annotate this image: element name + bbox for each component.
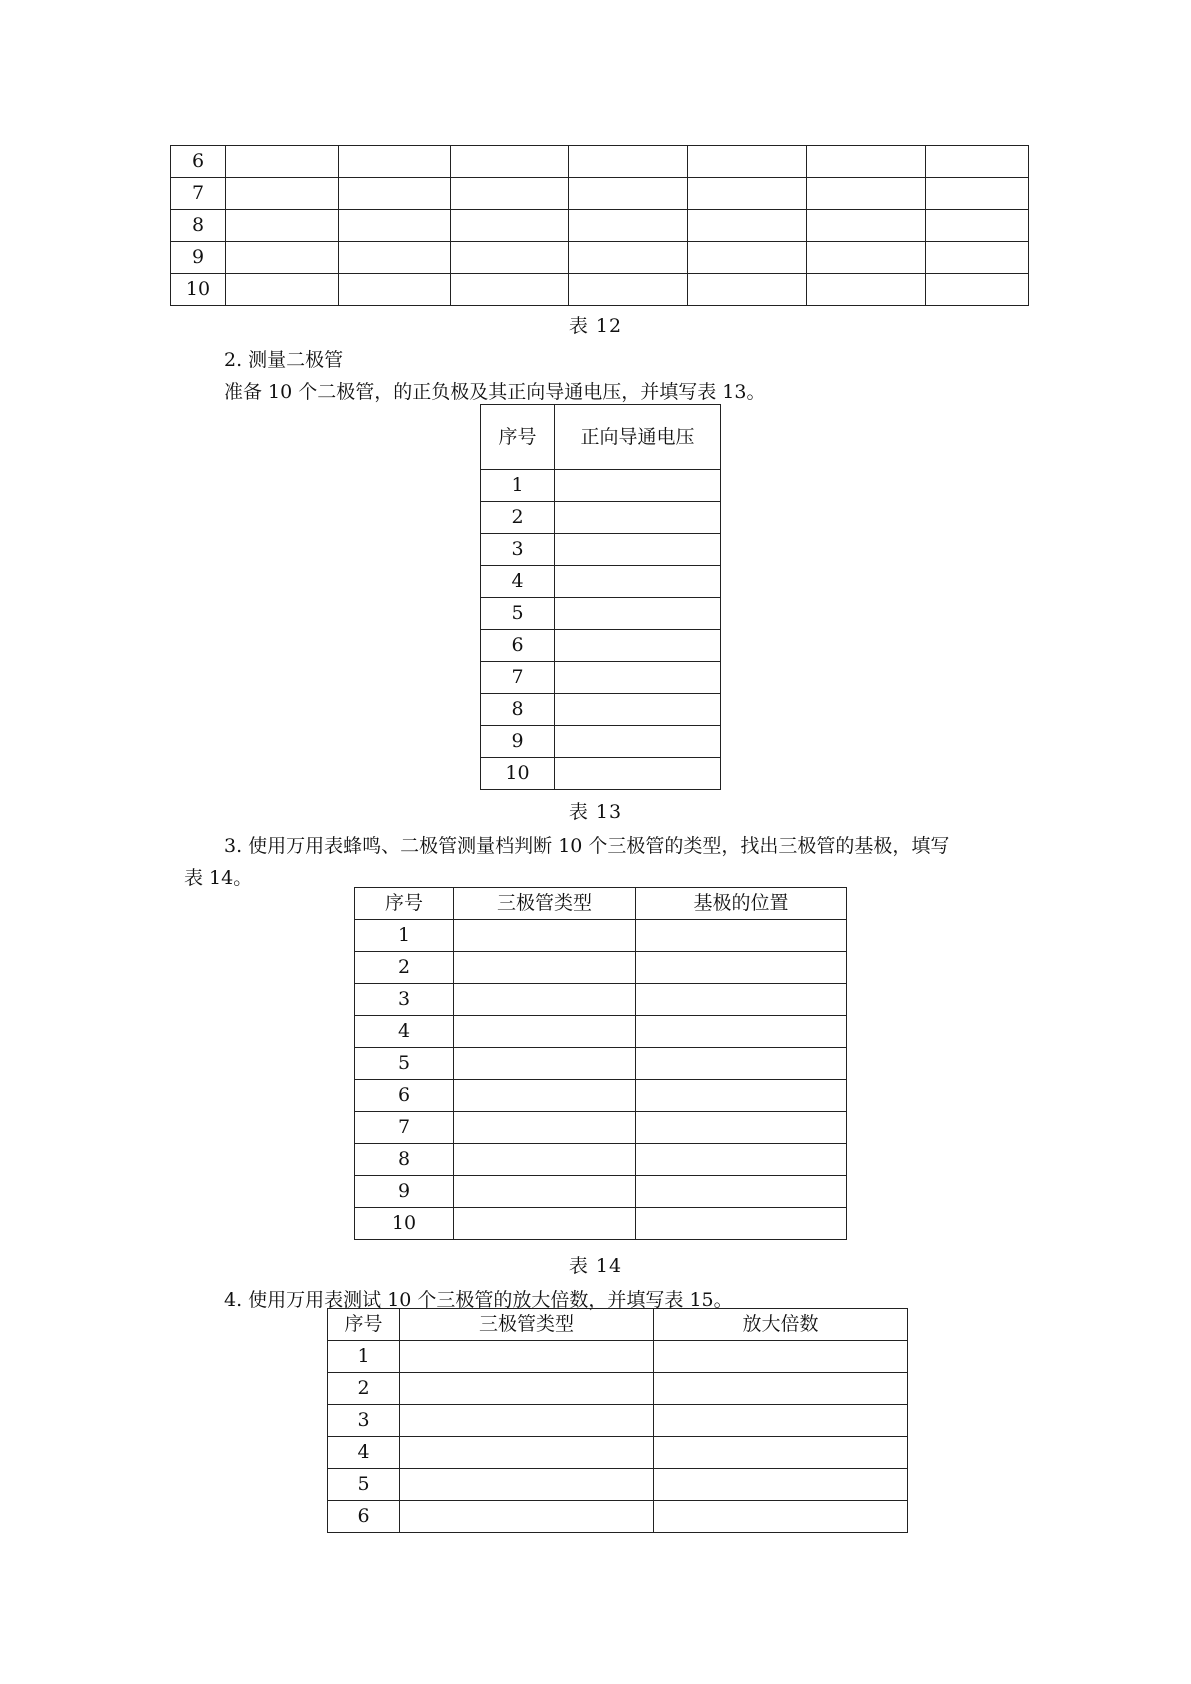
table-row	[481, 726, 721, 758]
table-15-header-index: 序号	[328, 1309, 400, 1341]
row-index-cell: 7	[481, 662, 555, 694]
table-row	[355, 952, 847, 984]
blank-entry-cell[interactable]	[926, 146, 1029, 178]
blank-entry-cell[interactable]	[226, 146, 339, 178]
blank-entry-cell[interactable]	[654, 1501, 908, 1533]
blank-entry-cell[interactable]	[807, 242, 926, 274]
blank-entry-cell[interactable]	[926, 242, 1029, 274]
table-row	[355, 1048, 847, 1080]
section-3-line-2: 表 14。	[184, 867, 253, 889]
blank-entry-cell[interactable]	[654, 1341, 908, 1373]
row-index-cell: 3	[355, 984, 454, 1016]
row-index-cell: 4	[355, 1016, 454, 1048]
table-row	[328, 1341, 908, 1373]
row-index-cell: 5	[355, 1048, 454, 1080]
blank-entry-cell[interactable]	[807, 146, 926, 178]
blank-entry-cell[interactable]	[807, 274, 926, 306]
blank-entry-cell[interactable]	[807, 178, 926, 210]
table-row	[355, 1016, 847, 1048]
table-13-header-voltage: 正向导通电压	[555, 405, 721, 470]
blank-entry-cell[interactable]	[454, 1016, 636, 1048]
table-row	[171, 210, 1029, 242]
table-row	[481, 694, 721, 726]
table-14-header-index: 序号	[355, 888, 454, 920]
table-row	[328, 1501, 908, 1533]
row-index-cell: 5	[481, 598, 555, 630]
table-12	[170, 145, 1029, 306]
table-row	[481, 598, 721, 630]
table-row	[481, 662, 721, 694]
blank-entry-cell[interactable]	[654, 1437, 908, 1469]
table-row	[481, 470, 721, 502]
blank-entry-cell[interactable]	[569, 242, 688, 274]
blank-entry-cell[interactable]	[555, 662, 721, 694]
row-index-cell: 8	[481, 694, 555, 726]
blank-entry-cell[interactable]	[636, 1016, 847, 1048]
blank-entry-cell[interactable]	[339, 242, 451, 274]
blank-entry-cell[interactable]	[400, 1373, 654, 1405]
blank-entry-cell[interactable]	[339, 274, 451, 306]
blank-entry-cell[interactable]	[688, 210, 807, 242]
blank-entry-cell[interactable]	[688, 146, 807, 178]
row-index-cell: 4	[328, 1437, 400, 1469]
blank-entry-cell[interactable]	[226, 178, 339, 210]
blank-entry-cell[interactable]	[555, 598, 721, 630]
row-index-cell: 3	[328, 1405, 400, 1437]
blank-entry-cell[interactable]	[451, 210, 569, 242]
table-row	[171, 146, 1029, 178]
table-row	[481, 630, 721, 662]
table-15-header-type: 三极管类型	[400, 1309, 654, 1341]
blank-entry-cell[interactable]	[454, 984, 636, 1016]
blank-entry-cell[interactable]	[400, 1501, 654, 1533]
section-2-instruction: 准备 10 个二极管，的正负极及其正向导通电压，并填写表 13。	[224, 381, 766, 403]
row-index-cell: 3	[481, 534, 555, 566]
table-12-caption: 表 12	[568, 315, 623, 337]
table-row	[328, 1469, 908, 1501]
blank-entry-cell[interactable]	[926, 210, 1029, 242]
table-row	[328, 1437, 908, 1469]
row-index-cell: 6	[328, 1501, 400, 1533]
blank-entry-cell[interactable]	[926, 178, 1029, 210]
blank-entry-cell[interactable]	[454, 1080, 636, 1112]
table-row	[481, 758, 721, 790]
blank-entry-cell[interactable]	[451, 274, 569, 306]
blank-entry-cell[interactable]	[451, 242, 569, 274]
row-index-cell: 2	[328, 1373, 400, 1405]
blank-entry-cell[interactable]	[454, 1176, 636, 1208]
blank-entry-cell[interactable]	[454, 1048, 636, 1080]
row-index-cell: 7	[171, 178, 226, 210]
blank-entry-cell[interactable]	[454, 1144, 636, 1176]
blank-entry-cell[interactable]	[636, 1112, 847, 1144]
blank-entry-cell[interactable]	[555, 694, 721, 726]
table-row	[355, 1080, 847, 1112]
table-13-header-index: 序号	[481, 405, 555, 470]
blank-entry-cell[interactable]	[654, 1405, 908, 1437]
table-row	[355, 984, 847, 1016]
row-index-cell: 1	[481, 470, 555, 502]
section-3-line-1: 3. 使用万用表蜂鸣、二极管测量档判断 10 个三极管的类型，找出三极管的基极，填写	[224, 835, 950, 857]
row-index-cell: 10	[171, 274, 226, 306]
blank-entry-cell[interactable]	[636, 1080, 847, 1112]
blank-entry-cell[interactable]	[688, 242, 807, 274]
row-index-cell: 8	[171, 210, 226, 242]
table-13-caption: 表 13	[568, 801, 623, 823]
row-index-cell: 6	[481, 630, 555, 662]
table-row	[355, 1176, 847, 1208]
row-index-cell: 4	[481, 566, 555, 598]
blank-entry-cell[interactable]	[807, 210, 926, 242]
blank-entry-cell[interactable]	[569, 274, 688, 306]
table-row	[355, 1112, 847, 1144]
blank-entry-cell[interactable]	[339, 210, 451, 242]
table-15	[327, 1308, 908, 1533]
blank-entry-cell[interactable]	[454, 1112, 636, 1144]
blank-entry-cell[interactable]	[636, 1176, 847, 1208]
section-2-heading: 2. 测量二极管	[224, 349, 344, 371]
blank-entry-cell[interactable]	[636, 1208, 847, 1240]
row-index-cell: 6	[355, 1080, 454, 1112]
table-row	[355, 1208, 847, 1240]
row-index-cell: 2	[355, 952, 454, 984]
blank-entry-cell[interactable]	[339, 178, 451, 210]
blank-entry-cell[interactable]	[926, 274, 1029, 306]
row-index-cell: 10	[481, 758, 555, 790]
table-14-caption: 表 14	[568, 1255, 623, 1277]
blank-entry-cell[interactable]	[400, 1469, 654, 1501]
row-index-cell: 10	[355, 1208, 454, 1240]
blank-entry-cell[interactable]	[454, 952, 636, 984]
row-index-cell: 8	[355, 1144, 454, 1176]
table-row	[481, 502, 721, 534]
section-4-instruction: 4. 使用万用表测试 10 个三极管的放大倍数，并填写表 15。	[224, 1289, 733, 1311]
table-14-header-type: 三极管类型	[454, 888, 636, 920]
row-index-cell: 1	[355, 920, 454, 952]
row-index-cell: 2	[481, 502, 555, 534]
row-index-cell: 7	[355, 1112, 454, 1144]
table-14-header-row	[355, 888, 847, 920]
blank-entry-cell[interactable]	[636, 1048, 847, 1080]
blank-entry-cell[interactable]	[688, 178, 807, 210]
table-row	[481, 566, 721, 598]
table-row	[481, 534, 721, 566]
row-index-cell: 9	[171, 242, 226, 274]
row-index-cell: 5	[328, 1469, 400, 1501]
blank-entry-cell[interactable]	[555, 502, 721, 534]
table-row	[171, 242, 1029, 274]
table-row	[171, 274, 1029, 306]
blank-entry-cell[interactable]	[226, 274, 339, 306]
blank-entry-cell[interactable]	[454, 920, 636, 952]
blank-entry-cell[interactable]	[555, 726, 721, 758]
blank-entry-cell[interactable]	[226, 210, 339, 242]
table-row	[355, 920, 847, 952]
blank-entry-cell[interactable]	[555, 534, 721, 566]
table-13-header-row	[481, 405, 721, 470]
blank-entry-cell[interactable]	[636, 920, 847, 952]
table-15-header-row	[328, 1309, 908, 1341]
blank-entry-cell[interactable]	[654, 1373, 908, 1405]
blank-entry-cell[interactable]	[654, 1469, 908, 1501]
blank-entry-cell[interactable]	[555, 758, 721, 790]
blank-entry-cell[interactable]	[569, 210, 688, 242]
blank-entry-cell[interactable]	[688, 274, 807, 306]
table-row	[328, 1373, 908, 1405]
table-15-header-gain: 放大倍数	[654, 1309, 908, 1341]
blank-entry-cell[interactable]	[555, 566, 721, 598]
blank-entry-cell[interactable]	[339, 146, 451, 178]
blank-entry-cell[interactable]	[636, 952, 847, 984]
blank-entry-cell[interactable]	[400, 1437, 654, 1469]
blank-entry-cell[interactable]	[636, 984, 847, 1016]
table-13	[480, 404, 721, 790]
table-14	[354, 887, 847, 1240]
table-row	[328, 1405, 908, 1437]
row-index-cell: 9	[481, 726, 555, 758]
blank-entry-cell[interactable]	[454, 1208, 636, 1240]
blank-entry-cell[interactable]	[555, 630, 721, 662]
blank-entry-cell[interactable]	[400, 1405, 654, 1437]
blank-entry-cell[interactable]	[636, 1144, 847, 1176]
blank-entry-cell[interactable]	[451, 146, 569, 178]
blank-entry-cell[interactable]	[226, 242, 339, 274]
blank-entry-cell[interactable]	[451, 178, 569, 210]
table-14-header-base: 基极的位置	[636, 888, 847, 920]
table-row	[355, 1144, 847, 1176]
blank-entry-cell[interactable]	[400, 1341, 654, 1373]
blank-entry-cell[interactable]	[555, 470, 721, 502]
row-index-cell: 9	[355, 1176, 454, 1208]
table-row	[171, 178, 1029, 210]
blank-entry-cell[interactable]	[569, 178, 688, 210]
row-index-cell: 1	[328, 1341, 400, 1373]
blank-entry-cell[interactable]	[569, 146, 688, 178]
row-index-cell: 6	[171, 146, 226, 178]
